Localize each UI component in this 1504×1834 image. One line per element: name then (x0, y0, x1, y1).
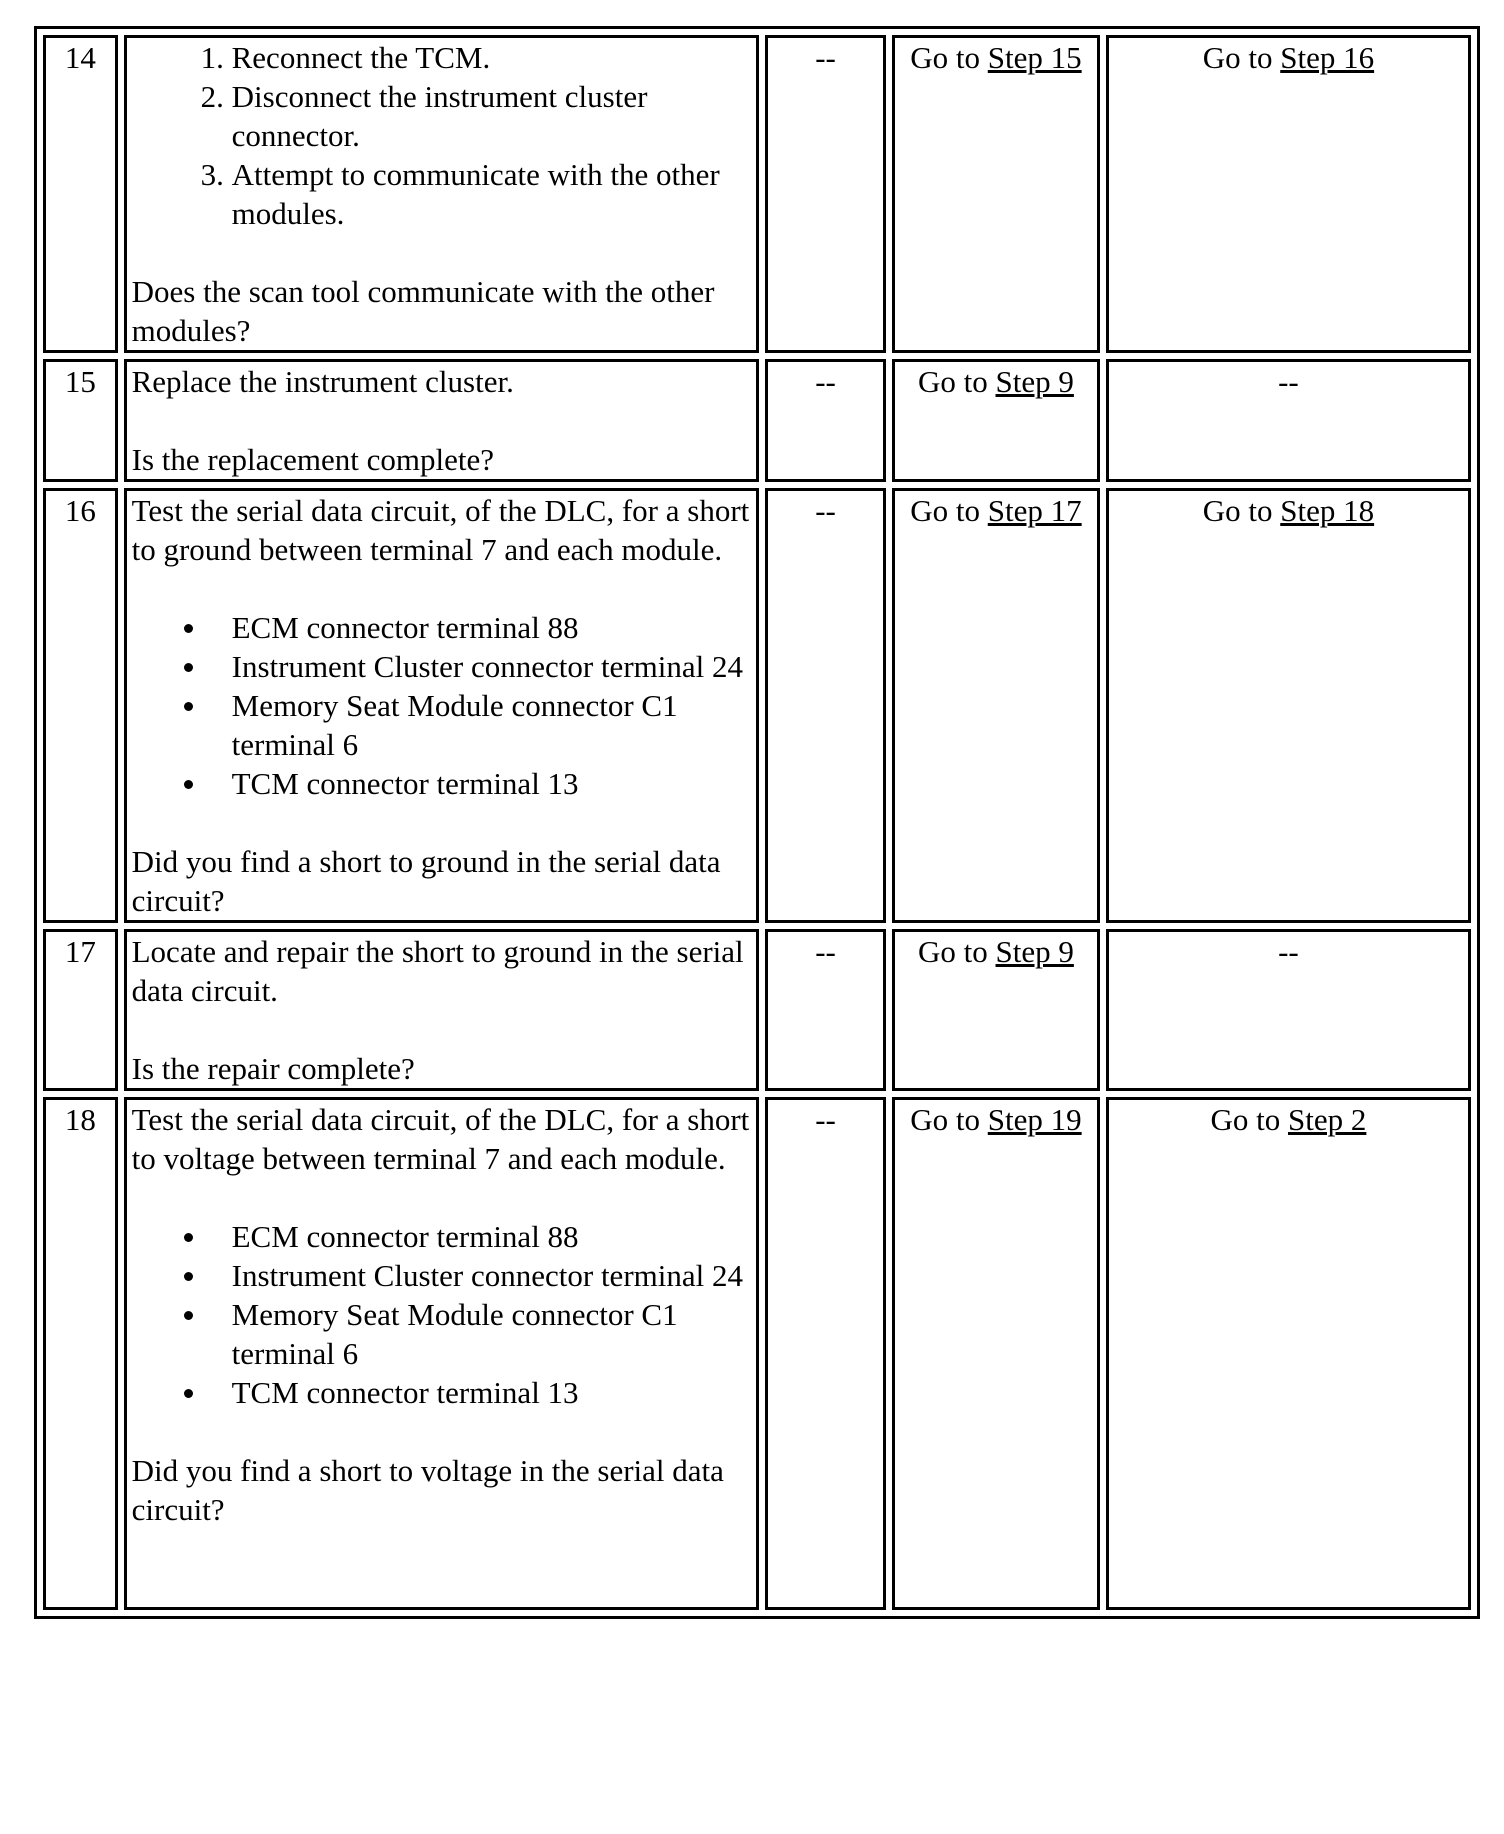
terminal-list (132, 608, 751, 803)
no-prefix: Go to (1202, 493, 1281, 528)
go-to-step-9-link[interactable]: Step 9 (995, 364, 1074, 399)
step-number: 15 (43, 359, 118, 482)
no-result (1106, 35, 1471, 353)
no-result (1106, 488, 1471, 923)
step-question: Did you find a short to ground in the serial data circuit? (131, 844, 721, 918)
go-to-step-15-link[interactable]: Step 15 (987, 40, 1082, 75)
yes-result (892, 929, 1100, 1091)
terminal-list (132, 1217, 751, 1412)
no-result (1106, 1097, 1471, 1610)
step-value: -- (765, 488, 886, 923)
instruction-item: 1. Reconnect the TCM. (232, 38, 751, 77)
bullet-icon (184, 663, 193, 672)
bullet-icon (184, 702, 193, 711)
step-row-16 (43, 488, 1471, 923)
terminal-item: ECM connector terminal 88 (232, 608, 751, 647)
terminal-item: TCM connector terminal 13 (232, 764, 751, 803)
yes-prefix: Go to (918, 364, 996, 399)
step-value: -- (765, 929, 886, 1091)
terminal-item: Memory Seat Module connector C1 terminal 6 (232, 686, 751, 764)
instruction-item: 2. Disconnect the instrument cluster connector. (232, 77, 751, 155)
go-to-step-16-link[interactable]: Step 16 (1280, 40, 1375, 75)
go-to-step-2-link[interactable]: Step 2 (1287, 1102, 1367, 1137)
bullet-icon (184, 1389, 193, 1398)
bullet-icon (184, 780, 193, 789)
yes-result (892, 1097, 1100, 1610)
yes-result (892, 359, 1100, 482)
step-action (124, 35, 759, 353)
step-action (124, 488, 759, 923)
step-value: -- (765, 359, 886, 482)
yes-prefix: Go to (918, 934, 996, 969)
step-number: 18 (43, 1097, 118, 1610)
step-instruction: Locate and repair the short to ground in the serial data circuit. (131, 934, 744, 1008)
bullet-icon (184, 1233, 193, 1242)
step-question: Does the scan tool communicate with the other modules? (131, 274, 715, 348)
go-to-step-18-link[interactable]: Step 18 (1280, 493, 1375, 528)
step-row-17 (43, 929, 1471, 1091)
step-question: Is the repair complete? (131, 1051, 415, 1086)
yes-prefix: Go to (910, 40, 988, 75)
terminal-item: Memory Seat Module connector C1 terminal 6 (232, 1295, 751, 1373)
terminal-item: ECM connector terminal 88 (232, 1217, 751, 1256)
step-action (124, 359, 759, 482)
step-number: 17 (43, 929, 118, 1091)
bullet-icon (184, 1311, 193, 1320)
step-action (124, 929, 759, 1091)
procedure-page (34, 26, 1480, 1619)
terminal-item: Instrument Cluster connector terminal 24 (232, 647, 751, 686)
go-to-step-9-link[interactable]: Step 9 (995, 934, 1074, 969)
step-number: 16 (43, 488, 118, 923)
bullet-icon (184, 1272, 193, 1281)
yes-prefix: Go to (910, 1102, 988, 1137)
step-action (124, 1097, 759, 1610)
step-value: -- (765, 35, 886, 353)
no-result: -- (1106, 929, 1471, 1091)
diagnostic-steps-table (34, 26, 1480, 1619)
ordered-instructions (132, 38, 751, 233)
go-to-step-19-link[interactable]: Step 19 (987, 1102, 1082, 1137)
step-row-18 (43, 1097, 1471, 1610)
step-row-15 (43, 359, 1471, 482)
terminal-item: Instrument Cluster connector terminal 24 (232, 1256, 751, 1295)
yes-result (892, 488, 1100, 923)
yes-result (892, 35, 1100, 353)
step-number: 14 (43, 35, 118, 353)
step-instruction: Replace the instrument cluster. (131, 364, 514, 399)
step-question: Is the replacement complete? (131, 442, 494, 477)
yes-prefix: Go to (910, 493, 988, 528)
step-question: Did you find a short to voltage in the serial data circuit? (131, 1453, 724, 1527)
no-result: -- (1106, 359, 1471, 482)
instruction-item: 3. Attempt to communicate with the other modules. (232, 155, 751, 233)
go-to-step-17-link[interactable]: Step 17 (987, 493, 1082, 528)
step-row-14 (43, 35, 1471, 353)
step-instruction: Test the serial data circuit, of the DLC, for a short to voltage between terminal 7 and each module. (131, 1102, 750, 1176)
step-instruction: Test the serial data circuit, of the DLC, for a short to ground between terminal 7 and each module. (131, 493, 750, 567)
bullet-icon (184, 624, 193, 633)
no-prefix: Go to (1210, 1102, 1288, 1137)
terminal-item: TCM connector terminal 13 (232, 1373, 751, 1412)
no-prefix: Go to (1202, 40, 1281, 75)
step-value: -- (765, 1097, 886, 1610)
